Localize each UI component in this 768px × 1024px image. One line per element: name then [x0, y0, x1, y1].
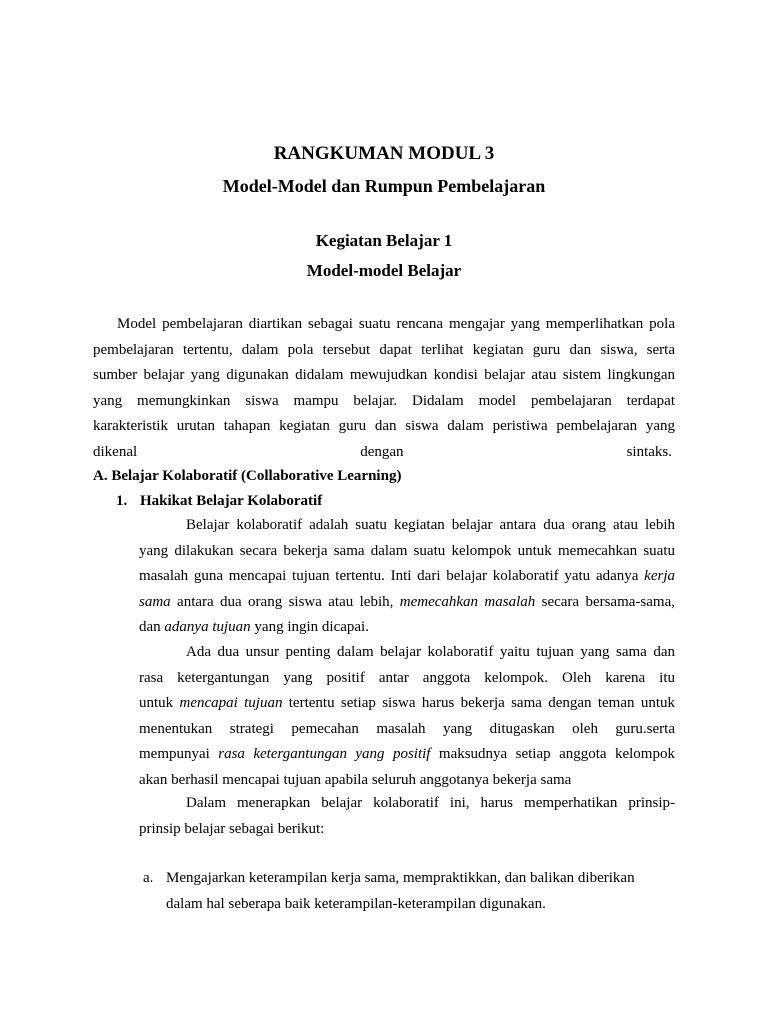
- list-item-line: Mengajarkan keterampilan kerja sama, mempraktikkan, dan balikan diberikan: [166, 870, 635, 886]
- p1-emphasis: sama: [139, 593, 171, 610]
- intro-line: sumber belajar yang digunakan didalam mewujudkan kondisi belajar atau sistem lingkungan: [93, 367, 675, 383]
- p2-line: menentukan strategi pemecahan masalah yang ditugaskan oleh guru.serta: [139, 720, 675, 737]
- p2-text: maksudnya setiap anggota kelompok: [430, 746, 675, 762]
- p1-emphasis: kerja: [644, 568, 675, 584]
- heading-1-text: Hakikat Belajar Kolaboratif: [140, 493, 323, 509]
- p2-line: Ada dua unsur penting dalam belajar kolaboratif yaitu tujuan yang sama dan: [186, 644, 675, 660]
- section-subtitle: Model-model Belajar: [306, 261, 462, 280]
- heading-1-number: 1.: [116, 493, 128, 509]
- intro-line: Model pembelajaran diartikan sebagai suatu rencana mengajar yang memperlihatkan pola: [117, 316, 675, 332]
- list-marker: a.: [143, 870, 154, 886]
- p3-line: prinsip belajar sebagai berikut:: [139, 820, 325, 837]
- p1-emphasis: adanya tujuan: [164, 619, 251, 635]
- p2-emphasis: mencapai tujuan: [179, 695, 283, 711]
- intro-word: sintaks.: [626, 443, 672, 460]
- heading-a: A. Belajar Kolaboratif (Collaborative Learning): [93, 468, 402, 484]
- intro-line: yang memungkinkan siswa mampu belajar. Didalam model pembelajaran terdapat: [93, 392, 675, 409]
- p2-text: mempunyai: [139, 746, 219, 762]
- section-title: Kegiatan Belajar 1: [315, 231, 453, 250]
- p1-text: secara bersama-sama,: [535, 593, 675, 610]
- p1-line: yang dilakukan secara bekerja sama dalam suatu kelompok untuk memecahkan suatu: [139, 542, 675, 559]
- intro-line: [93, 440, 675, 466]
- document-subtitle: Model-Model dan Rumpun Pembelajaran: [222, 176, 546, 196]
- paragraph-2: [139, 640, 675, 793]
- p2-line: akan berhasil mencapai tujuan apabila seluruh anggotanya bekerja sama: [139, 771, 572, 788]
- paragraph-3: [139, 791, 675, 842]
- p2-emphasis: rasa ketergantungan yang positif: [218, 746, 431, 762]
- p1-line: Belajar kolaboratif adalah suatu kegiatan belajar antara dua orang atau lebih: [186, 517, 675, 533]
- list-item-body: [166, 866, 676, 917]
- p3-line: Dalam menerapkan belajar kolaboratif ini, harus memperhatikan prinsip-: [186, 795, 675, 811]
- p1-line: [139, 564, 675, 590]
- paragraph-1: [139, 513, 675, 641]
- p1-text: antara dua orang siswa atau lebih,: [170, 593, 400, 610]
- p1-line: [139, 590, 675, 616]
- p2-line: rasa ketergantungan yang positif antar anggota kelompok. Oleh karena itu: [139, 669, 675, 686]
- intro-line: karakteristik urutan tahapan kegiatan guru dan siswa dalam peristiwa pembelajaran yang: [93, 418, 675, 434]
- p1-line: [139, 615, 675, 641]
- intro-line: pembelajaran tertentu, dalam pola tersebut dapat terlihat kegiatan guru dan siswa, serta: [93, 341, 675, 358]
- p1-text: dan: [139, 619, 165, 635]
- document-title: RANGKUMAN MODUL 3: [273, 143, 495, 164]
- p1-text: masalah guna mencapai tujuan tertentu. Inti dari belajar kolaboratif yatu adanya: [139, 568, 645, 584]
- p2-text: tertentu setiap siswa harus bekerja sama dengan teman untuk: [282, 695, 675, 711]
- p2-line: [139, 742, 675, 768]
- p1-text: yang ingin dicapai.: [250, 619, 369, 635]
- p2-text: untuk: [139, 695, 180, 711]
- list-item-line: dalam hal seberapa baik keterampilan-keterampilan digunakan.: [166, 895, 546, 912]
- p1-emphasis: memecahkan masalah: [399, 593, 536, 610]
- intro-word: dikenal: [93, 443, 138, 460]
- p2-line: [139, 691, 675, 717]
- intro-paragraph: [93, 312, 675, 465]
- heading-1: [116, 489, 322, 513]
- intro-word: dengan: [360, 443, 404, 460]
